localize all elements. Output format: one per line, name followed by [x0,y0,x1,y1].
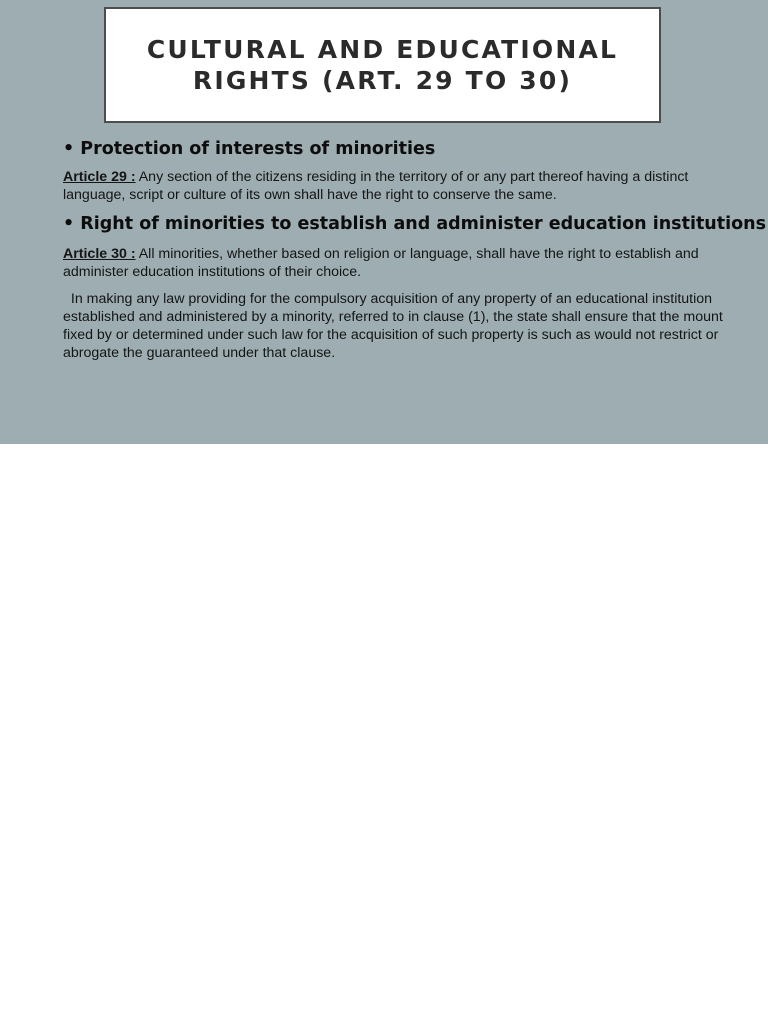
article-30-label: Article 30 : [63,246,136,262]
article-30-paragraph [63,245,723,281]
slide-title-line-2: RIGHTS (ART. 29 TO 30) [192,66,573,95]
article-29-label: Article 29 : [63,169,136,185]
article-29-text: Any section of the citizens residing in the territory of or any part thereof having a distinct language, script or culture of its own shall have the right to conserve the same. [63,169,689,203]
bullet-heading-text: Right of minorities to establish and administer education institutions [80,214,767,234]
title-box [104,7,661,123]
slide-title-line-1: CULTURAL AND EDUCATIONAL [146,35,619,64]
article-30-text: All minorities, whether based on religion or language, shall have the right to establish and administer education institutions of their choice. [63,246,699,280]
clause-text: In making any law providing for the compulsory acquisition of any property of an educational institution established and administered by a minority, referred to in clause (1), the state shall ensure that the mount fixed by or determined under such law for the acquisition of such property is such as would not restrict or abrogate the guaranteed under that clause. [63,291,723,361]
slide-title [123,34,643,96]
bullet-heading-protection-of-minorities [63,137,723,161]
clause-paragraph [63,290,723,362]
bullet-marker: • [63,214,75,234]
slide [0,0,768,444]
bullet-heading-text: Protection of interests of minorities [80,139,436,159]
bullet-heading-education-institutions [63,212,767,236]
article-29-paragraph [63,168,723,204]
slide-content [63,136,767,362]
bullet-marker: • [63,139,75,159]
